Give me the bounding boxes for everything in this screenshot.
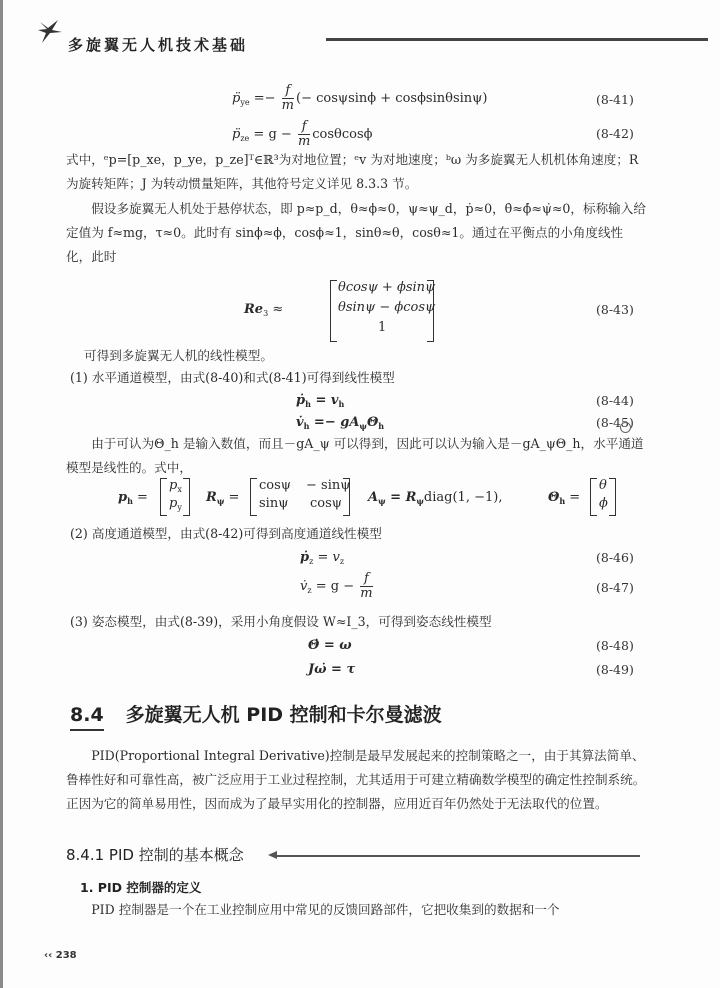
- equation-8-44: ṗ$_h$ = $v_h$: [296, 393, 345, 409]
- matrix-rpsi: cosψ − sinψ sinψ cosψ: [250, 478, 350, 516]
- equation-label: (8-45): [596, 415, 634, 430]
- matrix-theta: θ ϕ: [590, 478, 616, 516]
- paragraph-attitude: (3) 姿态模型，由式(8-39)，采用小角度假设 W≈I_3，可得到姿态线性模型: [70, 614, 492, 629]
- def-rpsi-lhs: $R_\psi$ =: [206, 490, 240, 506]
- equation-8-46: ṗ$_z$ = $v_z$: [300, 550, 345, 566]
- paragraph-linear-model: 可得到多旋翼无人机的线性模型。: [84, 348, 273, 363]
- paragraph-pid-intro: PID(Proportional Integral Derivative)控制是最早发展起来的控制策略之一，由于其算法简单、鲁棒性好和可靠性高，被广泛应用于工业过程控制，尤其适用于可建立精确数学模型的确定性控制系统。正因为它的简单易用性，因而成为了最早实用化的控制器，应用近百年仍然处于无法取代的位置。: [66, 748, 646, 811]
- page-edge: [0, 0, 3, 988]
- page-header: [36, 16, 708, 56]
- equation-label: (8-42): [596, 126, 634, 141]
- subsection-heading: 8.4.1 PID 控制的基本概念: [66, 846, 244, 864]
- equation-label: (8-48): [596, 638, 634, 653]
- equation-label: (8-46): [596, 550, 634, 565]
- subsubsection-heading: 1. PID 控制器的定义: [80, 880, 202, 895]
- equation-8-42: $p̈_{ze} = g$ − $\frac{f}{m}$ cosθcosϕ: [232, 119, 373, 149]
- section-heading: [70, 700, 442, 731]
- equation-8-47: $v̇_z = g$ − $\frac{f}{m}$: [300, 571, 373, 601]
- paragraph-horizontal-channel: (1) 水平通道模型，由式(8-40)和式(8-41)可得到线性模型: [70, 370, 395, 385]
- equation-label: (8-49): [596, 662, 634, 677]
- matrix-ph: $p_x$ $p_y$: [160, 478, 190, 516]
- def-ph-lhs: $p_h$ =: [118, 490, 148, 506]
- equation-8-41: $p̈_{ye}$ =− $\frac{f}{m}$ (− cosψsinϕ + cosϕsinθsinψ): [232, 83, 488, 113]
- equation-label: (8-47): [596, 580, 634, 595]
- def-theta-lhs: $\Theta_h$ =: [548, 490, 581, 506]
- section-number: 8.4: [70, 704, 104, 731]
- equation-8-49: Jω̇ = τ: [308, 662, 356, 677]
- section-title: 多旋翼无人机 PID 控制和卡尔曼滤波: [125, 704, 442, 726]
- page-number: ‹‹ 238: [44, 950, 77, 961]
- double-chevron-left-icon: ‹‹: [44, 950, 53, 961]
- def-apsi: $A_\psi$ = $R_\psi diag(1$, −1),: [368, 490, 503, 506]
- subsection-rule: [274, 855, 640, 857]
- equation-label: (8-44): [596, 393, 634, 408]
- equation-8-45: $v̇_h =- gA_\psi\Theta_h$: [296, 415, 385, 431]
- paragraph-pid-definition: PID 控制器是一个在工业控制应用中常见的反馈回路部件，它把收集到的数据和一个: [91, 902, 560, 917]
- equation-8-43-lhs: $Re_3$ ≈: [244, 302, 284, 318]
- paragraph-horizontal-input: 由于可认为Θ_h 是输入数值，而且－gA_ψ 可以得到，因此可以认为输入是－gA_ψΘ_h，水平通道模型是线性的。式中，: [66, 436, 644, 475]
- equation-8-48: Θ̇ = ω: [308, 638, 352, 653]
- drone-logo-icon: [36, 16, 66, 46]
- equation-label: (8-41): [596, 92, 634, 107]
- book-title: 多旋翼无人机技术基础: [68, 36, 249, 54]
- matrix-re3: θcosψ + ϕsinψ θsinψ − ϕcosψ 1: [330, 280, 434, 342]
- header-rule: [326, 38, 708, 41]
- paragraph-height-channel: (2) 高度通道模型，由式(8-42)可得到高度通道线性模型: [70, 526, 382, 541]
- equation-label: (8-43): [596, 302, 634, 317]
- paragraph-hover-assumption: 假设多旋翼无人机处于悬停状态，即 p≈p_d，θ≈ϕ≈0，ψ≈ψ_d，ṗ≈0，θ̇≈ϕ̇≈ψ̇≈0，标称输入给定值为 f≈mg，τ≈0。此时有 sinϕ≈ϕ，cosϕ≈1，sinθ≈θ，cosθ≈1。通过在平衡点的小角度线性化，此时: [66, 201, 646, 264]
- paragraph-symbols: 式中，ᵉp=[p_xe，p_ye，p_ze]ᵀ∈ℝ³为对地位置；ᵉv 为对地速度；ᵇω 为多旋翼无人机机体角速度；R 为旋转矩阵；J 为转动惯量矩阵，其他符号定义详见 8.3.3 节。: [66, 152, 639, 191]
